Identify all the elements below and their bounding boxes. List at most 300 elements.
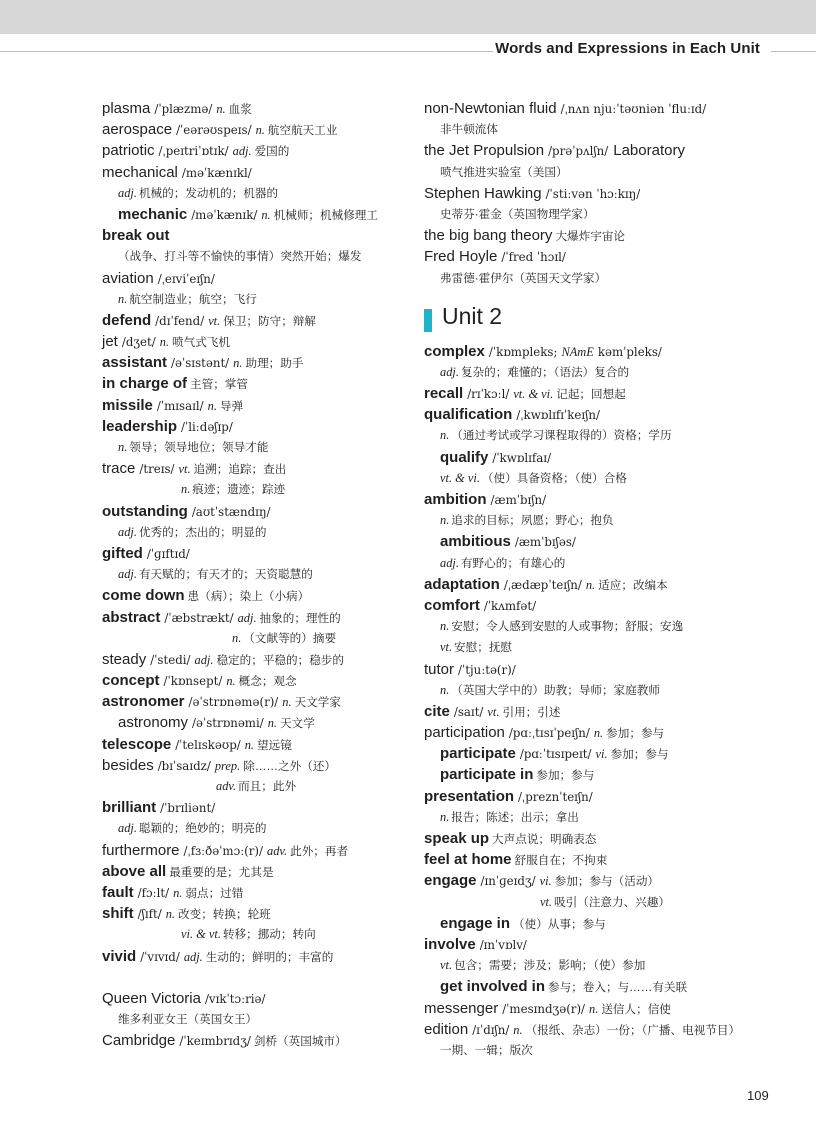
headword: concept xyxy=(102,672,160,690)
headword: complex xyxy=(424,342,485,360)
entry-continuation xyxy=(102,564,412,585)
entry xyxy=(102,585,412,606)
definition: 生动的；鲜明的；丰富的 xyxy=(205,950,334,964)
entry-line xyxy=(102,501,412,522)
entry xyxy=(424,341,769,383)
part-of-speech: n. xyxy=(440,513,450,528)
definition: 主管；掌管 xyxy=(190,378,248,392)
phonetic: /ˈplæzmə/ xyxy=(154,102,213,116)
definition: 最重要的是；尤其是 xyxy=(169,865,274,879)
entry xyxy=(102,861,412,882)
entry xyxy=(102,98,412,119)
definition: 望远镜 xyxy=(257,738,292,752)
entry-continuation xyxy=(102,289,412,310)
phonetic: /ˈkwɒlɪfaɪ/ xyxy=(492,450,552,465)
phonetic: /pɑːˌtɪsɪˈpeɪʃn/ xyxy=(508,726,590,741)
entry xyxy=(424,246,769,288)
definition: 转移；挪动；转向 xyxy=(222,928,316,942)
phonetic: /ˈstedi/ xyxy=(150,652,191,667)
entry-continuation xyxy=(424,204,769,225)
definition: 舒服自在；不拘束 xyxy=(514,854,608,868)
headword: ambitious xyxy=(440,533,511,551)
phonetic: /ˈeərəʊspeɪs/ xyxy=(176,123,252,138)
headword: the Jet Propulsion xyxy=(424,142,545,160)
headword: steady xyxy=(102,650,147,668)
phonetic: /ˈɡɪftɪd/ xyxy=(146,546,190,561)
headword: tutor xyxy=(424,660,455,678)
entry xyxy=(102,946,412,967)
part-of-speech: n. xyxy=(118,440,128,454)
entry xyxy=(102,670,412,691)
entry-line xyxy=(424,764,769,785)
headword: participation xyxy=(424,724,505,742)
entry xyxy=(424,764,769,785)
headword: mechanical xyxy=(102,163,178,181)
definition: 优秀的；杰出的；明显的 xyxy=(138,525,267,539)
definition: 航空航天工业 xyxy=(267,124,338,138)
definition: 记起；回想起 xyxy=(556,388,626,402)
phonetic: /ɪnˈɡeɪdʒ/ xyxy=(480,874,536,889)
part-of-speech: n. xyxy=(282,695,292,710)
definition: 患（病）；染上（小病） xyxy=(187,590,310,604)
left-column xyxy=(102,98,412,1051)
definition: 大声点说；明确表态 xyxy=(492,833,597,846)
entry-continuation xyxy=(424,162,769,183)
entry xyxy=(102,543,412,585)
phonetic: /məˈkænɪkl/ xyxy=(181,165,252,180)
entry xyxy=(424,998,769,1019)
headword: qualification xyxy=(424,406,513,424)
headword: involve xyxy=(424,935,476,953)
phonetic: /məˈkænɪk/ xyxy=(191,207,258,222)
entry-continuation xyxy=(424,680,769,701)
entry xyxy=(424,595,769,659)
definition: 送信人；信使 xyxy=(601,1002,671,1016)
entry-continuation xyxy=(102,246,412,267)
definition: 吸引（注意力、兴趣） xyxy=(554,895,670,909)
phonetic: /əˈstrɒnəmi/ xyxy=(192,716,264,731)
entry-line xyxy=(102,204,412,225)
entry xyxy=(102,140,412,161)
headword: missile xyxy=(102,396,153,414)
entry xyxy=(102,501,412,543)
headword: messenger xyxy=(424,999,499,1017)
entry xyxy=(424,574,769,595)
part-of-speech: n. xyxy=(440,682,450,697)
entry-line xyxy=(102,649,412,670)
section-gap xyxy=(102,967,412,988)
entry xyxy=(424,383,769,404)
entry-line xyxy=(424,595,769,616)
entry-line xyxy=(102,988,412,1009)
part-of-speech: vt. xyxy=(487,704,500,719)
entry xyxy=(424,743,769,764)
definition: 适应；改编本 xyxy=(598,578,668,592)
entry xyxy=(102,797,412,839)
phonetic: /ˌnʌn njuːˈtəʊniən ˈfluːɪd/ xyxy=(560,102,707,116)
entry-line xyxy=(102,543,412,564)
phonetic: /ˈfred ˈhɔɪl/ xyxy=(501,250,566,265)
header-rule-left xyxy=(0,51,493,52)
entry xyxy=(102,691,412,712)
entry xyxy=(102,903,412,945)
phonetic: /fɔːlt/ xyxy=(137,885,170,900)
entry-continuation xyxy=(102,818,412,839)
entry xyxy=(102,268,412,310)
headword: engage xyxy=(424,872,477,890)
headword: come down xyxy=(102,587,185,605)
part-of-speech: n. xyxy=(233,356,243,371)
entry-line xyxy=(424,404,769,425)
entry-line xyxy=(102,331,412,352)
entry xyxy=(102,882,412,903)
phonetic: /vɪkˈtɔːriə/ xyxy=(204,991,266,1006)
part-of-speech: vt. xyxy=(440,958,453,973)
phonetic: /ʃɪft/ xyxy=(137,907,162,922)
part-of-speech: vi. & vt. xyxy=(181,927,221,942)
headword: participate xyxy=(440,745,516,763)
unit-heading-bar xyxy=(424,309,432,332)
definition: 聪颖的；绝妙的；明亮的 xyxy=(138,822,267,836)
headword: furthermore xyxy=(102,841,180,859)
definition: 除……之外（还） xyxy=(243,759,336,773)
entry-line xyxy=(424,743,769,764)
headword: the big bang theory xyxy=(424,227,553,245)
entry xyxy=(102,649,412,670)
part-of-speech: adj. xyxy=(118,567,137,582)
part-of-speech: n. xyxy=(207,398,217,413)
headword: Queen Victoria xyxy=(102,989,201,1007)
phonetic: /prəˈpʌlʃn/ xyxy=(548,144,609,159)
definition: 改变；转换；轮班 xyxy=(178,908,271,922)
part-of-speech: vt. & vi. xyxy=(440,470,480,485)
entry xyxy=(424,976,769,997)
part-of-speech: adj. xyxy=(118,524,137,539)
proper-nouns-list xyxy=(424,98,769,289)
entry xyxy=(424,404,769,446)
entry-line xyxy=(102,840,412,861)
headword: ambition xyxy=(424,491,487,508)
headword: astronomer xyxy=(102,693,185,711)
entry xyxy=(424,140,769,182)
headword: aerospace xyxy=(102,121,173,139)
part-of-speech: adj. xyxy=(118,821,137,836)
entry-line xyxy=(102,1030,412,1051)
headword: assistant xyxy=(102,354,168,372)
entry xyxy=(102,310,412,331)
entry-line xyxy=(102,268,412,289)
part-of-speech: n. xyxy=(226,674,236,689)
phonetic: /ˈmɪsaɪl/ xyxy=(156,398,204,413)
part-of-speech: adv. xyxy=(216,779,237,793)
definition: （报纸、杂志）一份；（广播、电视节目） xyxy=(525,1023,741,1037)
entry xyxy=(424,1019,769,1061)
entry-line xyxy=(424,489,769,510)
headword: leadership xyxy=(102,417,178,435)
entry-line xyxy=(424,659,769,680)
entry-line xyxy=(424,1019,769,1040)
definition: 机械的；发动机的；机器的 xyxy=(138,186,279,200)
part-of-speech: adv. xyxy=(267,843,288,858)
entry xyxy=(424,828,769,849)
part-of-speech: n. xyxy=(165,907,176,922)
definition: 安慰；抚慰 xyxy=(454,641,513,655)
headword: participate in xyxy=(440,766,534,784)
headword: speak up xyxy=(424,830,490,847)
part-of-speech: adj. xyxy=(183,949,203,964)
entry-line xyxy=(424,934,769,955)
entry-line xyxy=(424,701,769,722)
part-of-speech: n. xyxy=(593,726,604,741)
phonetic: /dɪˈfend/ xyxy=(155,313,205,328)
definition: 参加；参与（活动） xyxy=(554,875,660,889)
entry-continuation xyxy=(102,1009,412,1030)
entry-line xyxy=(102,734,412,755)
definition: 喷气推进实验室（美国） xyxy=(440,165,568,179)
entry-line xyxy=(102,162,412,183)
entry xyxy=(102,607,412,649)
phonetic: /bɪˈsaɪdz/ xyxy=(157,758,211,773)
phonetic: /treɪs/ xyxy=(139,462,175,477)
phonetic: /æmˈbɪʃəs/ xyxy=(514,535,576,550)
headword: trace xyxy=(102,460,136,478)
entry-continuation xyxy=(424,468,769,489)
part-of-speech: adj. xyxy=(237,610,257,625)
definition: 参加；参与 xyxy=(606,727,665,741)
entry xyxy=(102,204,412,225)
entry-continuation xyxy=(424,425,769,446)
definition: （使）从事；参与 xyxy=(513,917,606,931)
dialect-label: NAmE xyxy=(561,344,594,359)
definition: 有天赋的；有天才的；天资聪慧的 xyxy=(138,568,313,582)
entry-line xyxy=(424,870,769,891)
unit2-word-list xyxy=(424,341,769,1061)
headword: comfort xyxy=(424,596,480,614)
part-of-speech: n. xyxy=(216,102,226,116)
entry xyxy=(102,331,412,352)
definition: 领导；领导地位；领导才能 xyxy=(129,441,269,454)
headword: Stephen Hawking xyxy=(424,184,542,202)
entry-line xyxy=(424,246,769,267)
part-of-speech: n. xyxy=(589,1001,599,1016)
definition: 概念；观念 xyxy=(238,675,297,689)
entry-line xyxy=(102,352,412,373)
entry xyxy=(424,722,769,743)
part-of-speech: adj. xyxy=(194,652,214,667)
headword: telescope xyxy=(102,735,172,753)
phonetic: /ˌeɪviˈeɪʃn/ xyxy=(157,271,215,286)
entry-line xyxy=(102,946,412,967)
entry-continuation xyxy=(424,892,769,913)
phonetic: /ˈvɪvɪd/ xyxy=(140,949,180,964)
phonetic: /dʒet/ xyxy=(121,335,156,350)
headword: feel at home xyxy=(424,851,512,869)
phonetic: /pɑːˈtɪsɪpeɪt/ xyxy=(519,747,592,762)
entry xyxy=(102,1030,412,1051)
part-of-speech: adj. xyxy=(232,144,252,159)
phonetic: /æmˈbɪʃn/ xyxy=(490,493,547,507)
entry xyxy=(102,352,412,373)
entry-line xyxy=(424,786,769,807)
part-of-speech: adj. xyxy=(118,185,137,200)
entry-continuation xyxy=(424,807,769,828)
entry-line xyxy=(424,341,769,362)
definition: 天文学 xyxy=(280,717,315,731)
part-of-speech: vt. xyxy=(540,894,553,909)
entry-line xyxy=(102,670,412,691)
entry xyxy=(424,183,769,225)
entry-line xyxy=(424,998,769,1019)
entry xyxy=(102,840,412,861)
entry-line xyxy=(102,607,412,628)
entry-line xyxy=(102,373,412,394)
entry-line xyxy=(424,140,769,161)
headword: astronomy xyxy=(118,714,189,732)
definition: 大爆炸宇宙论 xyxy=(555,230,626,244)
entry xyxy=(102,373,412,394)
definition: 航空制造业；航空；飞行 xyxy=(129,292,257,306)
entry-line xyxy=(102,861,412,882)
definition: 史蒂芬·霍金（英国物理学家） xyxy=(440,207,595,221)
definition: 复杂的；难懂的；（语法）复合的 xyxy=(460,365,630,379)
unit-title: Unit 2 xyxy=(442,302,503,329)
entry-line xyxy=(102,585,412,606)
entry-line xyxy=(424,383,769,404)
entry-line xyxy=(102,225,412,246)
headword: vivid xyxy=(102,947,137,965)
definition: 机械师；机械修理工 xyxy=(273,208,378,222)
definition: 弱点；过错 xyxy=(185,886,244,900)
headword: shift xyxy=(102,905,134,923)
entry-continuation xyxy=(424,553,769,574)
entry-line xyxy=(102,395,412,416)
headword: non-Newtonian fluid xyxy=(424,100,557,117)
entry-line xyxy=(424,574,769,595)
headword: Cambridge xyxy=(102,1032,176,1050)
entry xyxy=(102,734,412,755)
entry-line xyxy=(102,98,412,119)
definition: （使）具备资格；（使）合格 xyxy=(481,471,627,485)
headword-continued: Laboratory xyxy=(613,142,685,160)
definition: 维多利亚女王（英国女王） xyxy=(118,1013,258,1027)
entry xyxy=(424,934,769,976)
definition: 弗雷德·霍伊尔（英国天文学家） xyxy=(440,271,607,285)
entry xyxy=(424,225,769,246)
part-of-speech: n. xyxy=(244,737,255,752)
entry xyxy=(424,489,769,531)
entry-line xyxy=(102,755,412,776)
headword: defend xyxy=(102,311,152,329)
part-of-speech: vi. xyxy=(595,747,608,762)
entry-continuation xyxy=(102,183,412,204)
definition: 而且；此外 xyxy=(238,780,297,793)
entry-continuation xyxy=(424,268,769,289)
part-of-speech: vt. xyxy=(208,313,221,328)
part-of-speech: n. xyxy=(118,291,128,306)
definition: 安慰；令人感到安慰的人或事物；舒服；安逸 xyxy=(451,620,684,634)
entry-line xyxy=(102,882,412,903)
entry-line xyxy=(102,691,412,712)
entry xyxy=(102,416,412,458)
headword: engage in xyxy=(440,914,511,932)
headword: patriotic xyxy=(102,142,155,160)
part-of-speech: n. xyxy=(440,428,450,443)
definition: 此外；再者 xyxy=(290,844,349,858)
definition: 痕迹；遗迹；踪迹 xyxy=(192,483,286,497)
phonetic: /aʊtˈstændɪŋ/ xyxy=(191,504,271,519)
part-of-speech: vt. xyxy=(440,640,453,655)
part-of-speech: prep. xyxy=(214,758,241,773)
entry-continuation xyxy=(102,522,412,543)
entry xyxy=(102,458,412,500)
part-of-speech: n. xyxy=(261,207,271,222)
entry xyxy=(424,849,769,870)
entry xyxy=(424,786,769,828)
phonetic: /ˌædæpˈteɪʃn/ xyxy=(503,577,582,592)
definition: 参与；卷入；与……有关联 xyxy=(548,981,688,995)
part-of-speech: n. xyxy=(513,1022,523,1037)
part-of-speech: n. xyxy=(585,577,596,592)
part-of-speech: vt. xyxy=(178,462,191,477)
entry xyxy=(424,98,769,140)
entry-continuation xyxy=(424,955,769,976)
phonetic: /ˈkɒmpleks; xyxy=(488,344,558,359)
entry-line xyxy=(424,447,769,468)
headword: break out xyxy=(102,227,170,245)
definition: 剑桥（英国城市） xyxy=(253,1035,347,1049)
entry xyxy=(102,225,412,267)
headword: get involved in xyxy=(440,978,546,996)
headword: recall xyxy=(424,385,464,403)
headword: jet xyxy=(102,333,118,351)
phonetic: /ˈkʌmfət/ xyxy=(483,598,537,613)
entry-line xyxy=(102,140,412,161)
entry-line xyxy=(102,712,412,733)
entry-line xyxy=(102,797,412,818)
headword: Fred Hoyle xyxy=(424,248,498,266)
entry-continuation xyxy=(424,1040,769,1061)
phonetic: /ˌfɜːðəˈmɔː(r)/ xyxy=(183,843,264,858)
entry xyxy=(424,447,769,489)
headword: presentation xyxy=(424,787,515,805)
top-bar xyxy=(0,0,816,34)
phonetic: /ˌpeɪtriˈɒtɪk/ xyxy=(158,144,229,159)
headword: mechanic xyxy=(118,205,188,223)
definition: 天文学家 xyxy=(294,696,341,710)
part-of-speech: n. xyxy=(173,885,183,900)
definition: 非牛顿流体 xyxy=(440,123,498,137)
phonetic: /ˌkwɒlɪfɪˈkeɪʃn/ xyxy=(516,408,600,423)
entry-line xyxy=(102,458,412,479)
headword: gifted xyxy=(102,544,143,562)
headword: plasma xyxy=(102,100,151,117)
entry-line xyxy=(424,183,769,204)
definition: （英国大学中的）助教；导师；家庭教师 xyxy=(451,683,660,697)
phonetic: /əˈsɪstənt/ xyxy=(171,356,230,371)
entry-continuation xyxy=(424,616,769,637)
entry xyxy=(424,531,769,573)
part-of-speech: adj. xyxy=(440,364,459,379)
part-of-speech: n. xyxy=(181,482,191,497)
definition: 助理；助手 xyxy=(245,357,304,371)
entry-continuation xyxy=(102,628,412,649)
definition: 参加；参与 xyxy=(610,748,669,762)
entry-line xyxy=(424,98,769,119)
definition: 血浆 xyxy=(228,103,252,116)
definition: 爱国的 xyxy=(254,145,290,159)
entry xyxy=(102,988,412,1030)
headword: brilliant xyxy=(102,799,157,817)
